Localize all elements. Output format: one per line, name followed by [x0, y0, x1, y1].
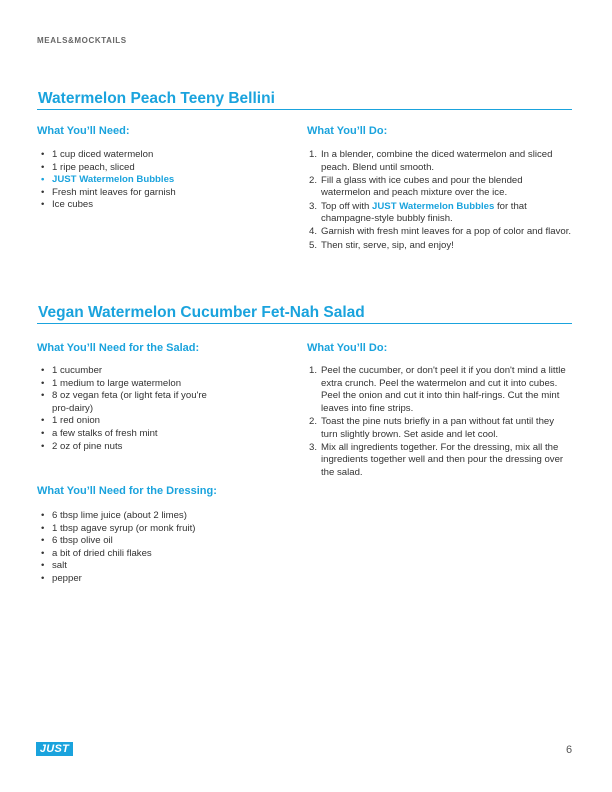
list-item: • a bit of dried chili flakes	[39, 548, 289, 561]
product-highlight: JUST Watermelon Bubbles	[372, 200, 495, 212]
list-item: • 1 red onion	[39, 415, 214, 428]
bellini-ingredient-list	[39, 149, 289, 212]
list-item-product-link: • JUST Watermelon Bubbles	[39, 174, 289, 187]
list-item: • a few stalks of fresh mint	[39, 428, 214, 441]
step-item: 3. Mix all ingredients together. For the dressing, mix all the ingredients together well and then pour the dressing over the salad.	[309, 441, 564, 478]
step-item: 2. Toast the pine nuts briefly in a pan without fat until they turn slightly brown. Set aside and let cool.	[309, 415, 555, 440]
what-you-need-heading: What You’ll Need:	[37, 125, 130, 137]
dressing-ingredient-list	[39, 510, 289, 586]
list-item: • salt	[39, 560, 289, 573]
list-item: • Fresh mint leaves for garnish	[39, 187, 289, 200]
title-divider	[37, 109, 572, 110]
step-item: 3. Top off with JUST Watermelon Bubbles for that champagne-style bubbly finish.	[309, 200, 527, 225]
recipe-title-salad: Vegan Watermelon Cucumber Fet-Nah Salad	[38, 304, 365, 321]
list-item: • 6 tbsp olive oil	[39, 535, 289, 548]
list-item: • 2 oz of pine nuts	[39, 441, 214, 454]
title-divider	[37, 323, 572, 324]
salad-ingredient-list	[39, 365, 214, 453]
recipe-title-bellini: Watermelon Peach Teeny Bellini	[38, 90, 275, 107]
list-item: • 1 cucumber	[39, 365, 214, 378]
step-item: 4. Garnish with fresh mint leaves for a pop of color and flavor.	[309, 226, 572, 238]
list-item: • pepper	[39, 573, 289, 586]
list-item: • 1 tbsp agave syrup (or monk fruit)	[39, 523, 289, 536]
bellini-step-list	[305, 149, 573, 253]
list-item: • 1 ripe peach, sliced	[39, 162, 289, 175]
salad-ingredients-heading: What You’ll Need for the Salad:	[37, 342, 200, 354]
list-item: • 8 oz vegan feta (or light feta if you're pro-dairy)	[39, 390, 214, 415]
salad-step-list	[305, 365, 571, 480]
step-item: 1. Peel the cucumber, or don't peel it if you don't mind a little extra crunch. Peel the watermelon and cut it into cubes. Peel the onion and cut it into thin half-rings. Cut the mint leaves into fine strips.	[309, 365, 566, 414]
step-item: 1. In a blender, combine the diced watermelon and sliced peach. Blend until smooth.	[309, 149, 553, 173]
what-you-do-heading: What You’ll Do:	[307, 125, 388, 137]
what-you-do-heading: What You’ll Do:	[307, 342, 388, 354]
step-item: 2. Fill a glass with ice cubes and pour the blended watermelon and peach mixture over the ice.	[309, 174, 523, 199]
list-item: • 6 tbsp lime juice (about 2 limes)	[39, 510, 289, 523]
step-item: 5. Then stir, serve, sip, and enjoy!	[309, 239, 454, 251]
list-item: • Ice cubes	[39, 199, 289, 212]
list-item: • 1 medium to large watermelon	[39, 378, 214, 391]
dressing-ingredients-heading: What You’ll Need for the Dressing:	[37, 485, 217, 497]
section-header: MEALS&MOCKTAILS	[37, 36, 127, 45]
just-logo: JUST	[36, 742, 73, 756]
list-item: • 1 cup diced watermelon	[39, 149, 289, 162]
page-number: 6	[566, 744, 573, 756]
